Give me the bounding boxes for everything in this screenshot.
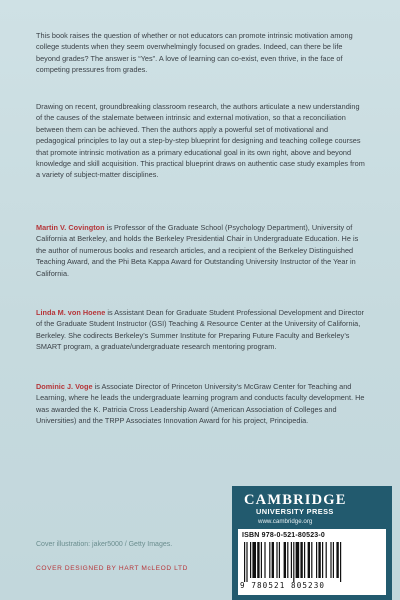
intro-paragraph — [36, 30, 366, 76]
author-name: Dominic J. Voge — [36, 382, 93, 391]
author-bio-text: is Assistant Dean for Graduate Student Professional Development and Director of the Graduate Student Instructor (GSI) Teaching & Resource Center at the University of California, Berkeley. She codirects Berkeley’s Summer Institute for Preparing Future Faculty and Berkeley’s SMART program, a graduate/undergraduate research mentoring program. — [36, 308, 364, 352]
description-paragraph — [36, 101, 366, 181]
publisher-url: www.cambridge.org — [258, 518, 313, 525]
barcode-box — [238, 529, 386, 595]
author-bio-text: is Professor of the Graduate School (Psychology Department), University of California at Berkeley, and holds the Berkeley Presidential Chair in Undergraduate Education. He is the author of numerous books and research articles, and a recipient of the Berkeley Distinguished Teaching Award, and the Phi Beta Kappa Award for Outstanding University Instructor of the Year in California. — [36, 223, 359, 278]
barcode-image — [244, 542, 380, 582]
isbn-label: ISBN 978-0-521-80523-0 — [242, 532, 326, 539]
barcode-digits: 9 780521 805230 — [240, 581, 326, 590]
intro-text: This book raises the question of whether or not educators can promote intrinsic motivation among college students when they seem overwhelmingly focused on grades. Indeed, can there be life beyond grades? The answer is “Yes”. A love of learning can co-exist, even thrive, in the face of competing pressures from grades. — [36, 31, 353, 75]
publisher-subtitle: UNIVERSITY PRESS — [256, 507, 334, 516]
author-name: Linda M. von Hoene — [36, 308, 106, 317]
author-bio-text: is Associate Director of Princeton University’s McGraw Center for Teaching and Learning, where he leads the undergraduate learning program and conducts faculty development. He was awarded the K. Patricia Cross Leadership Award (American Association of Colleges and Universities) and the TRPP Associates Innovation Award for his project, Principedia. — [36, 382, 365, 426]
author-bio-voge — [36, 381, 366, 427]
author-bio-covington — [36, 222, 366, 279]
cover-design-credit: COVER DESIGNED BY HART McLEOD LTD — [36, 565, 188, 572]
author-name: Martin V. Covington — [36, 223, 105, 232]
description-text: Drawing on recent, groundbreaking classroom research, the authors articulate a new understanding of the causes of the stalemate between intrinsic and external motivation, so that a reconciliation between them can be achieved. Then the authors apply a powerful set of motivational and pedagogical principles to lay out a step-by-step blueprint for designing and teaching college courses that promote intrinsic motivation as a primary educational goal in its own right, above and beyond knowledge and skill acquisition. This practical blueprint draws on authentic case study examples from a variety of subject-matter disciplines. — [36, 102, 365, 180]
author-bio-von-hoene — [36, 307, 366, 353]
publisher-logo: CAMBRIDGE — [244, 492, 347, 508]
publisher-panel — [232, 486, 392, 600]
cover-illustration-credit: Cover illustration: jaker5000 / Getty Images. — [36, 541, 173, 548]
